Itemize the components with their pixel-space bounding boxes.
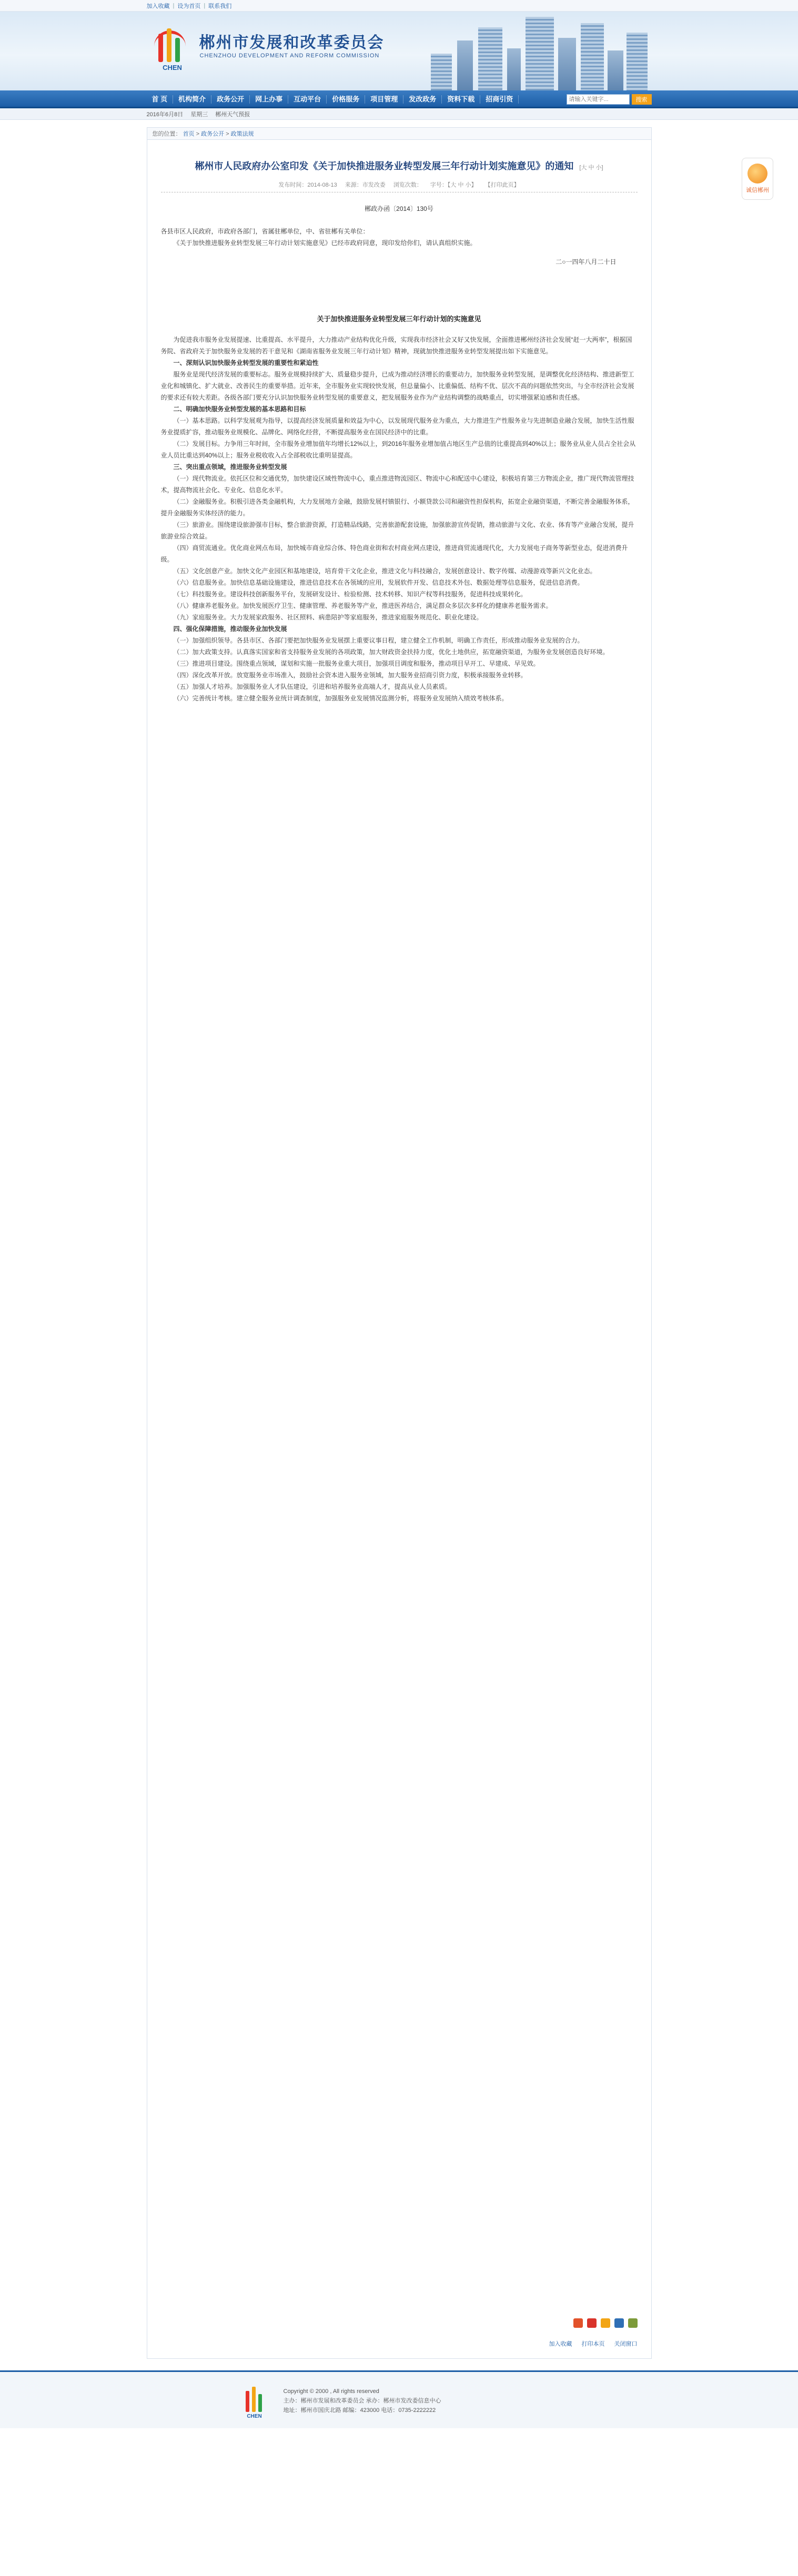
paragraph: （三）推进项目建设。围绕重点领域，谋划和实施一批服务业重大项目，加强项目调度和服务，推动项目早开工、早建成、早见效。 [173,660,540,667]
paragraph: （二）金融服务业。积极引进各类金融机构，大力发展地方金融，鼓励发展村镇银行、小额贷款公司和融资性担保机构，拓宽企业融资渠道，不断完善金融服务体系，提升金融服务实体经济的能力。 [160,498,634,517]
print-page-button[interactable]: 打印本页 [581,2341,605,2347]
paragraph: （三）旅游业。围绕建设旅游强市目标，整合旅游资源，打造精品线路，完善旅游配套设施，加强旅游宣传促销，推动旅游与文化、农业、体育等产业融合发展，提升旅游业综合效益。 [160,521,634,540]
paragraph: （九）家庭服务业。大力发展家政服务、社区照料、病患陪护等家庭服务，推进家庭服务规范化、职业化建设。 [173,614,483,621]
article-source: 来源：市发改委 [345,182,386,188]
paragraph: （一）加强组织领导。各县市区、各部门要把加快服务业发展摆上重要议事日程，建立健全工作机制，明确工作责任，形成推动服务业发展的合力。 [173,637,584,644]
nav-investment[interactable]: 招商引资 [480,95,519,104]
nav-home[interactable]: 首 页 [147,95,174,104]
breadcrumb-gov-affairs[interactable]: 政务公开 [201,131,225,137]
sign-date: 二○一四年八月二十日 [555,258,617,266]
contact-link[interactable]: 联系我们 [208,3,232,9]
paragraph: 服务业是现代经济发展的重要标志。服务业规模持续扩大、质量稳步提升，已成为推动经济增长的重要动力，加快服务业转型发展，是调整优化经济结构、推进新型工业化和城镇化、扩大就业、改善民生的重要举措。近年来，全市服务业实现较快发展，但总量偏小、比重偏低、结构不优、层次不高的问题依然突出，与全市经济社会发展的要求还有较大差距。各级各部门要充分认识加快服务业转型发展的重要意义，把发展服务业作为产业结构调整的战略重点，切实增强紧迫感和责任感。 [160,371,634,401]
paragraph: （四）商贸流通业。优化商业网点布局，加快城市商业综合体、特色商业街和农村商业网点建设，推进商贸流通现代化，大力发展电子商务等新型业态，促进消费升级。 [160,544,628,563]
section-heading: 二、明确加快服务业转型发展的基本思路和目标 [173,405,306,413]
section-heading: 四、强化保障措施，推动服务业加快发展 [173,625,287,633]
weibo-icon[interactable] [587,2318,597,2328]
print-link[interactable]: 【打印此页】 [484,182,520,188]
nav-reform[interactable]: 发改政务 [403,95,442,104]
content-wrap [147,127,652,2359]
site-logo[interactable] [154,26,191,72]
close-window-button[interactable]: 关闭窗口 [614,2341,638,2347]
skyline-graphic [420,12,652,90]
breadcrumb: 您的位置： 首页 > 政务公开 > 政策法规 [147,127,652,140]
doc-number: 郴政办函〔2014〕130号 [365,205,433,212]
address: 地址：郴州市国庆北路 邮编：423000 电话：0735-2222222 [283,2407,436,2414]
nav-downloads[interactable]: 资料下载 [442,95,480,104]
paragraph: （五）加强人才培养。加强服务业人才队伍建设，引进和培养服务业高端人才，提高从业人员素质。 [173,683,451,690]
qzone-icon[interactable] [601,2318,610,2328]
set-homepage-link[interactable]: 设为首页 [177,3,201,9]
paragraph: 为促进我市服务业发展提速、比重提高、水平提升，大力推动产业结构优化升级，实现我市经济社会又好又快发展，全面推进郴州经济社会发展“赶一大两率”，根据国务院、省政府关于加快服务业发展的若干意见和《湖南省服务业发展三年行动计划》精神，现就加快推进服务业转型发展提出如下实施意见。 [160,336,632,355]
section-heading: 一、深刻认识加快服务业转型发展的重要性和紧迫性 [173,359,319,366]
paragraph: （七）科技服务业。建设科技创新服务平台，发展研发设计、检验检测、技术转移、知识产权等科技服务，促进科技成果转化。 [173,590,527,598]
breadcrumb-policy[interactable]: 政策法规 [230,131,254,137]
paragraph: （四）深化改革开放。放宽服务业市场准入，鼓励社会资本进入服务业领域，加大服务业招商引资力度，积极承接服务业转移。 [173,671,527,679]
paragraph: （八）健康养老服务业。加快发展医疗卫生、健康管理、养老服务等产业，推进医养结合，满足群众多层次多样化的健康养老服务需求。 [173,602,552,609]
date-bar [0,108,798,120]
paragraph: （二）发展目标。力争用三年时间，全市服务业增加值年均增长12%以上，到2016年服务业增加值占地区生产总值的比重提高到40%以上；服务业从业人员占全社会从业人员比重达到40%以上；服务业税收收入占全部税收比重明显提高。 [160,440,636,459]
site-subtitle: CHENZHOU DEVELOPMENT AND REFORM COMMISSION [199,53,380,59]
nav-price[interactable]: 价格服务 [327,95,365,104]
attachment-title: 关于加快推进服务业转型发展三年行动计划的实施意见 [317,315,481,323]
notice-body [161,226,638,266]
top-bar: 加入收藏 | 设为首页 | 联系我们 [0,0,798,12]
main-nav [0,90,798,108]
article-title: 郴州市人民政府办公室印发《关于加快推进服务业转型发展三年行动计划实施意见》的通知 [大 中 小] [195,161,603,171]
logo-text: CHEN [163,64,182,72]
article-box [147,140,652,2359]
section-heading: 三、突出重点领域，推进服务业转型发展 [173,463,287,471]
badge-icon [748,164,767,184]
share-icon[interactable] [573,2318,583,2328]
paragraph: （五）文化创意产业。加快文化产业园区和基地建设，培育骨干文化企业，推进文化与科技融合，发展创意设计、数字传媒、动漫游戏等新兴文化业态。 [173,567,597,575]
paragraph: （一）基本思路。以科学发展观为指导，以提高经济发展质量和效益为中心，以发展现代服务业为重点，大力推进生产性服务业与先进制造业融合发展，加快生活性服务业提质扩容，推动服务业规模化、品牌化、网络化经营，不断提高服务业在国民经济中的比重。 [160,417,634,436]
nav-interaction[interactable]: 互动平台 [288,95,327,104]
site-header [0,12,798,90]
publish-time: 发布时间：2014-08-13 [278,182,337,188]
search-input[interactable] [567,94,630,105]
recipients: 各县市区人民政府，市政府各部门，省属驻郴单位，中、省驻郴有关单位： [160,228,369,235]
current-date: 2016年6月8日 [146,111,184,118]
paragraph: （二）加大政策支持。认真落实国家和省支持服务业发展的各项政策，加大财政资金扶持力度，优化土地供应，拓宽融资渠道，为服务业发展创造良好环境。 [173,648,609,656]
footer-info [284,2387,441,2415]
article-tool-links [549,2339,638,2348]
side-float-badge[interactable] [742,158,773,200]
weather-link[interactable]: 郴州天气预报 [215,111,250,118]
sponsor: 主办：郴州市发展和改革委员会 承办：郴州市发改委信息中心 [283,2398,441,2404]
copyright: Copyright © 2000 , All rights reserved [283,2388,379,2395]
paragraph: （六）信息服务业。加快信息基础设施建设，推进信息技术在各领域的应用，发展软件开发、信息技术外包、数据处理等信息服务，促进信息消费。 [173,579,584,586]
email-icon[interactable] [614,2318,624,2328]
nav-projects[interactable]: 项目管理 [365,95,403,104]
notice-intro: 《关于加快推进服务业转型发展三年行动计划实施意见》已经市政府同意，现印发给你们，请认真组织实施。 [173,239,477,247]
add-favorite-button[interactable]: 加入收藏 [549,2341,572,2347]
search-box [567,94,652,105]
footer-logo: CHEN [241,2382,273,2419]
site-footer [0,2370,798,2428]
nav-online-service[interactable]: 网上办事 [250,95,288,104]
article-paragraphs [161,334,638,704]
article-meta [161,180,638,192]
paragraph: （一）现代物流业。依托区位和交通优势，加快建设区域性物流中心，重点推进物流园区、物流中心和配送中心建设，积极培育第三方物流企业，推广现代物流管理技术，提高物流社会化、专业化、信息化水平。 [160,475,634,494]
current-weekday: 星期三 [190,111,208,118]
more-icon[interactable] [628,2318,638,2328]
paragraph: （六）完善统计考核。建立健全服务业统计调查制度，加强服务业发展情况监测分析，将服务业发展纳入绩效考核体系。 [173,695,508,702]
side-float-label: 诚信郴州 [746,187,769,194]
view-count: 浏览次数： [393,182,422,188]
breadcrumb-home[interactable]: 首页 [183,131,195,137]
add-favorite-link[interactable]: 加入收藏 [146,3,170,9]
nav-gov-affairs[interactable]: 政务公开 [211,95,250,104]
site-title: 郴州市发展和改革委员会 [199,34,385,52]
share-tools [573,2318,638,2328]
font-size-switch[interactable]: [大 中 小] [579,165,603,171]
nav-about[interactable]: 机构简介 [173,95,211,104]
search-button[interactable]: 搜索 [632,94,652,105]
font-switch[interactable]: 字号：【大 中 小】 [430,182,477,188]
